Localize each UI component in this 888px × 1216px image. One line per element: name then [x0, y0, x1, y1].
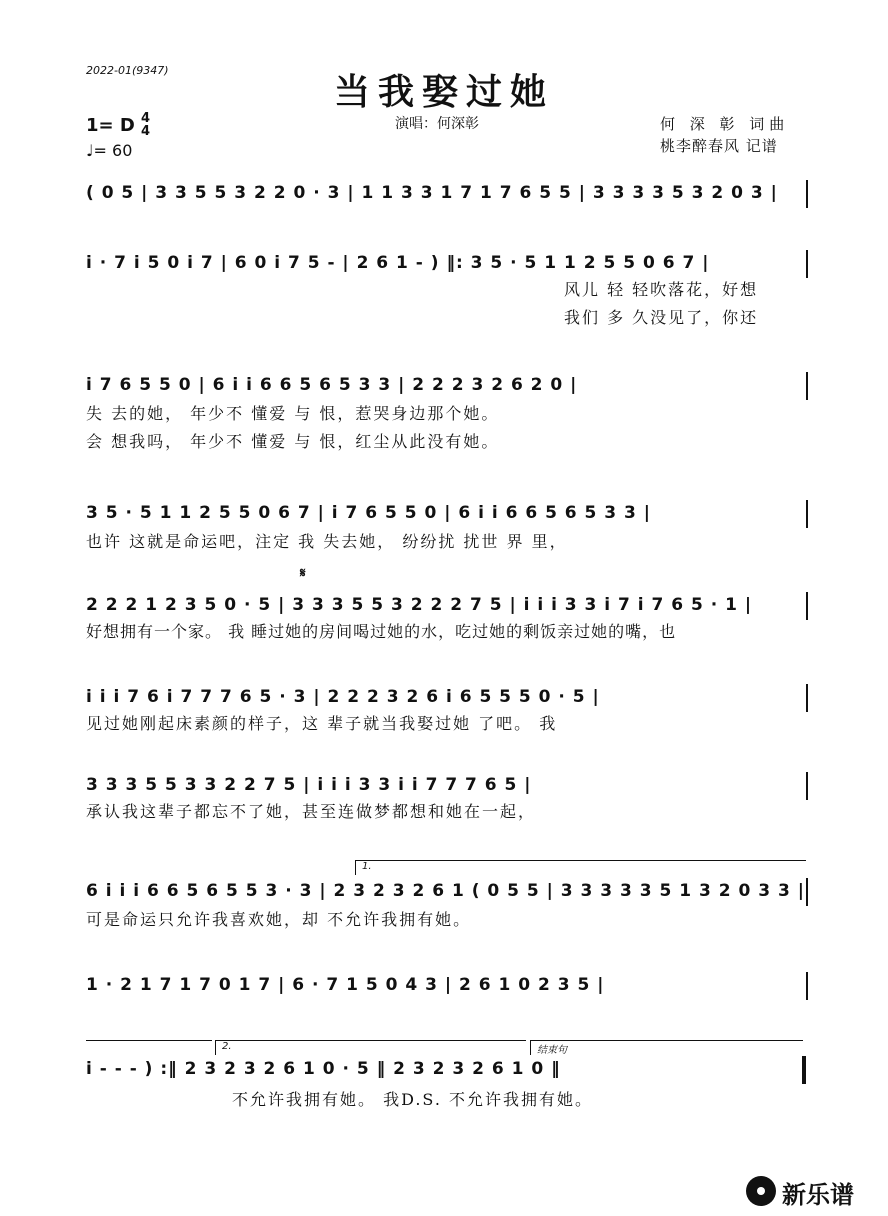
final-barline	[802, 1056, 806, 1084]
first-ending-bracket	[355, 860, 806, 875]
song-title: 当我娶过她	[333, 71, 554, 113]
lyric-verse-1: 好想拥有一个家。 我 睡过她的房间喝过她的水，吃过她的剩饭亲过她的嘴，也	[86, 622, 677, 641]
score-row-1	[86, 180, 808, 220]
first-ending-label: 1.	[362, 861, 372, 872]
catalog-number: 2022-01(9347)	[86, 64, 169, 77]
coda-label: 结束句	[537, 1045, 567, 1056]
score-row-9	[86, 972, 808, 1008]
key-signature: 1= D	[86, 115, 135, 136]
notation-line: 3 5 · 5 1 1 2 5 5 0 6 7 | i 7 6 5 5 0 | 6 i i 6 6 5 6 5 3 3 |	[86, 503, 652, 523]
lyric-verse-2: 会 想我吗， 年少不 懂爱 与 恨，红尘从此没有她。	[86, 432, 500, 451]
score-row-4	[86, 500, 808, 556]
lyricist-credit: 何 深 彰 词曲	[660, 115, 790, 133]
notation-line: i - - - ) :‖ 2 3 2 3 2 6 1 0 · 5 ‖ 2 3 2 3 2 6 1 0 ‖	[86, 1059, 561, 1079]
notation-line: 3 3 3 5 5 3 3 2 2 7 5 | i i i 3 3 i i 7 7 7 6 5 |	[86, 775, 532, 795]
transcriber-credit: 桃李醉春风 记谱	[660, 137, 778, 155]
time-signature	[141, 112, 150, 138]
score-row-10	[86, 1056, 808, 1116]
barline	[806, 972, 808, 1000]
barline	[806, 372, 808, 400]
barline	[806, 500, 808, 528]
lyric-verse-1: 失 去的她， 年少不 懂爱 与 恨，惹哭身边那个她。	[86, 404, 500, 423]
barline	[806, 772, 808, 800]
lyric-verse-1: 承认我这辈子都忘不了她，甚至连做梦都想和她在一起，	[86, 802, 537, 821]
barline	[806, 684, 808, 712]
score-row-2	[86, 250, 808, 330]
time-signature-bottom: 4	[141, 124, 151, 139]
lyric-verse-1: 不允许我拥有她。 我D.S. 不允许我拥有她。	[232, 1090, 593, 1109]
notation-line: i 7 6 5 5 0 | 6 i i 6 6 5 6 5 3 3 | 2 2 2 3 2 6 2 0 |	[86, 375, 578, 395]
score-row-6	[86, 684, 808, 740]
barline	[806, 878, 808, 906]
score-row-7	[86, 772, 808, 828]
barline	[806, 180, 808, 208]
lyric-verse-1: 风儿 轻 轻吹落花，好想	[564, 280, 759, 299]
score-row-8	[86, 878, 808, 934]
staff-line	[86, 1040, 212, 1041]
notation-line: i i i 7 6 i 7 7 7 6 5 · 3 | 2 2 2 3 2 6 i 6 5 5 5 0 · 5 |	[86, 687, 600, 707]
lyric-verse-1: 也许 这就是命运吧，注定 我 失去她， 纷纷扰 扰世 界 里，	[86, 532, 568, 551]
notation-line: 2 2 2 1 2 3 5 0 · 5 | 3 3 3 5 5 3 2 2 2 7 5 | i i i 3 3 i 7 i 7 6 5 · 1 |	[86, 595, 753, 615]
singer-credit: 演唱：何深彰	[395, 116, 479, 132]
score-row-3	[86, 372, 808, 452]
notation-line: ( 0 5 | 3 3 5 5 3 2 2 0 · 3 | 1 1 3 3 1 7 1 7 6 5 5 | 3 3 3 3 5 3 2 0 3 |	[86, 183, 778, 203]
lyric-verse-1: 见过她刚起床素颜的样子，这 辈子就当我娶过她 了吧。 我	[86, 714, 558, 733]
vinyl-record-icon	[746, 1176, 776, 1206]
logo-text: 新乐谱	[782, 1181, 854, 1209]
score-row-5	[86, 592, 808, 648]
site-logo	[746, 1170, 874, 1210]
lyric-verse-2: 我们 多 久没见了，你还	[564, 308, 759, 327]
notation-line: 1 · 2 1 7 1 7 0 1 7 | 6 · 7 1 5 0 4 3 | 2 6 1 0 2 3 5 |	[86, 975, 605, 995]
barline	[806, 250, 808, 278]
barline	[806, 592, 808, 620]
segno-sign: 𝄋	[300, 566, 306, 581]
time-signature-top: 4	[141, 111, 151, 126]
notation-line: i · 7 i 5 0 i 7 | 6 0 i 7 5 - | 2 6 1 - ) ‖: 3 5 · 5 1 1 2 5 5 0 6 7 |	[86, 253, 710, 273]
second-ending-label: 2.	[222, 1041, 232, 1052]
notation-line: 6 i i i 6 6 5 6 5 5 3 · 3 | 2 3 2 3 2 6 1 ( 0 5 5 | 3 3 3 3 3 5 1 3 2 0 3 3 |	[86, 881, 805, 901]
coda-bracket	[530, 1040, 803, 1055]
lyric-verse-1: 可是命运只允许我喜欢她，却 不允许我拥有她。	[86, 910, 472, 929]
tempo-marking: ♩= 60	[86, 141, 133, 160]
second-ending-bracket	[215, 1040, 526, 1055]
